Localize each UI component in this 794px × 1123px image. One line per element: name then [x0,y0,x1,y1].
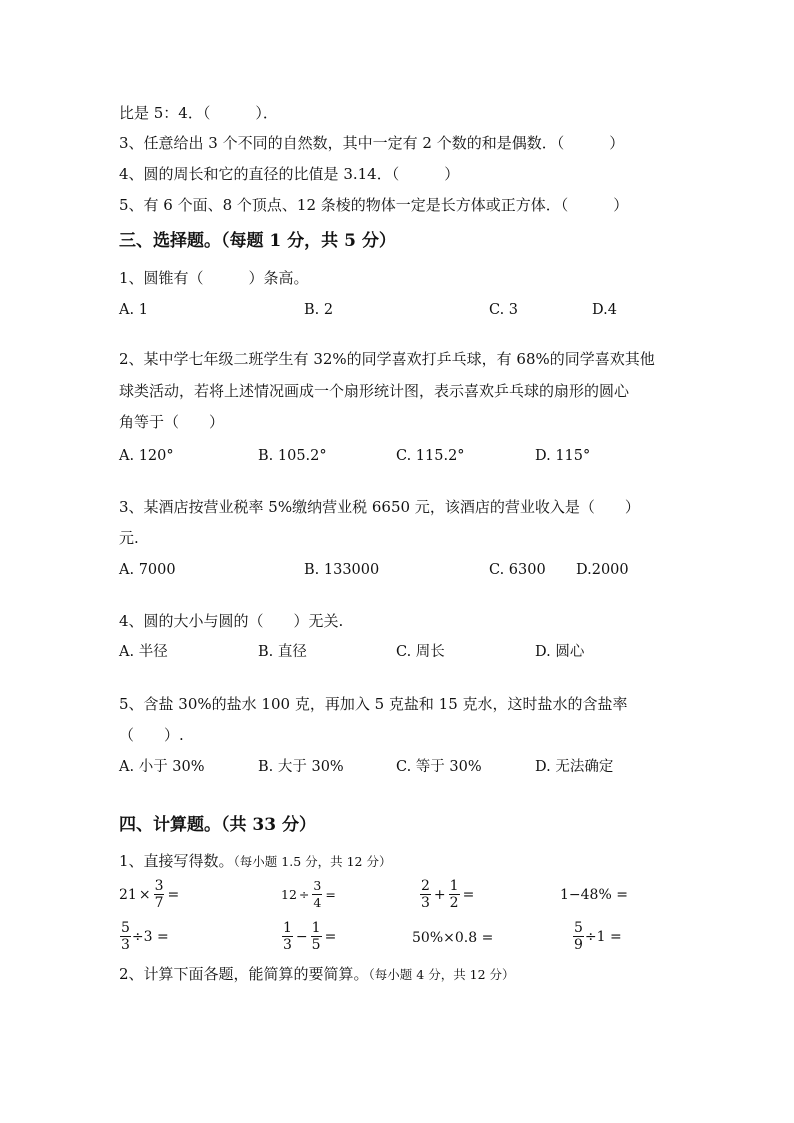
expr-6-num-1: 1 [283,920,292,936]
choice-q4-option-d: D. 圆心 [535,644,585,660]
expr-3-fraction-1 [420,878,431,911]
choice-q4-option-a: A. 半径 [119,644,168,660]
expr-5-fraction [120,920,131,953]
choice-q3-option-c: C. 6300 [489,562,546,578]
choice-q4: 4、圆的大小与圆的（ ）无关. [119,612,344,630]
choice-q5-option-d: D. 无法确定 [535,759,614,775]
expr-6-num-2: 1 [311,920,321,936]
choice-q5-line-2: （ ）. [119,726,184,744]
expr-3-eq: = [462,886,475,903]
judge-item-4: 4、圆的周长和它的直径的比值是 3.14．（ ） [119,165,460,183]
calc-part-1-title: 1、直接写得数。 [119,852,234,870]
expr-1-eq: = [167,886,180,903]
expr-6-fraction-2 [311,920,322,953]
section-title-choice: 三、选择题。（每题 1 分，共 5 分） [119,231,396,251]
expr-6-op: − [295,928,308,945]
expr-3 [419,878,476,911]
choice-q1-option-b: B. 2 [304,302,334,318]
choice-q2-option-b: B. 105.2° [258,448,327,464]
choice-q2-line-2: 球类活动，若将上述情况画成一个扇形统计图，表示喜欢乒乓球的扇形的圆心 [119,382,630,400]
expr-4: 1−48% = [560,887,628,903]
expr-8-rest: ÷1 = [584,928,622,945]
expr-5-den: 3 [121,937,130,953]
choice-q2-line-1: 2、某中学七年级二班学生有 32%的同学喜欢打乒乓球，有 68%的同学喜欢其他 [119,350,655,368]
choice-q2-option-d: D. 115° [535,448,591,464]
expr-3-den-1: 3 [421,895,430,911]
choice-q1: 1、圆锥有（ ）条高。 [119,269,309,287]
expr-6-fraction-1 [282,920,293,953]
choice-q2-line-3: 角等于（ ） [119,413,225,431]
choice-q2-option-a: A. 120° [119,448,174,464]
expr-2-den: 4 [313,895,322,910]
choice-q5-option-a: A. 小于 30% [119,759,205,775]
judge-item-3: 3、任意给出 3 个不同的自然数，其中一定有 2 个数的和是偶数．（ ） [119,134,625,152]
expr-3-num-1: 2 [421,878,430,894]
expr-6-den-1: 3 [283,937,292,953]
expr-2-fraction [312,878,322,911]
choice-q1-option-a: A. 1 [119,302,148,318]
choice-q3-option-a: A. 7000 [119,562,176,578]
choice-q3-option-d: D.2000 [576,562,629,578]
calc-part-2-note: （每小题 4 分，共 12 分） [368,967,515,982]
expr-2-eq: = [325,887,336,902]
calc-part-2-title: 2、计算下面各题，能简算的要简算。 [119,965,369,983]
expr-8 [572,920,622,953]
expr-3-op: + [433,886,446,903]
expr-2 [281,878,338,911]
choice-q4-option-c: C. 周长 [396,644,445,660]
expr-5-num: 5 [121,920,130,936]
expr-5 [119,920,169,953]
expr-3-num-2: 1 [449,878,459,894]
expr-7: 50%×0.8 = [412,930,494,946]
choice-q3-line-2: 元. [119,529,139,547]
choice-q2-option-c: C. 115.2° [396,448,465,464]
choice-q5-option-c: C. 等于 30% [396,759,482,775]
judge-line-1: 比是 5：4．（ ）． [119,104,278,122]
expr-3-fraction-2 [449,878,460,911]
expr-1-op: × [138,886,151,903]
choice-q3-option-b: B. 133000 [304,562,380,578]
expr-1-num: 3 [154,878,164,894]
expr-8-den: 9 [574,937,583,953]
expr-2-op: ÷ [298,887,310,902]
expr-8-num: 5 [574,920,583,936]
choice-q5-line-1: 5、含盐 30%的盐水 100 克，再加入 5 克盐和 15 克水，这时盐水的含盐率 [119,695,628,713]
choice-q3-line-1: 3、某酒店按营业税率 5%缴纳营业税 6650 元，该酒店的营业收入是（ ） [119,498,640,516]
expr-1-den: 7 [154,895,164,911]
expr-5-rest: ÷3 = [131,928,169,945]
calc-part-2 [119,964,515,985]
expr-1-fraction [154,878,165,911]
calc-part-1 [119,851,391,872]
expr-1-whole: 21 [119,886,137,903]
expr-8-fraction [573,920,584,953]
expr-2-whole: 12 [281,887,297,902]
expr-6-eq: = [324,928,337,945]
expr-1 [119,878,181,911]
calc-part-1-note: （每小题 1.5 分，共 12 分） [233,854,392,869]
expr-6-den-2: 5 [311,937,321,953]
choice-q1-option-d: D.4 [592,302,617,318]
choice-q1-option-c: C. 3 [489,302,519,318]
section-title-calc: 四、计算题。（共 33 分） [119,815,316,835]
expr-2-num: 3 [313,878,322,893]
judge-item-5: 5、有 6 个面、8 个顶点、12 条棱的物体一定是长方体或正方体．（ ） [119,196,629,214]
choice-q5-option-b: B. 大于 30% [258,759,344,775]
expr-3-den-2: 2 [449,895,459,911]
choice-q4-option-b: B. 直径 [258,644,307,660]
expr-6 [281,920,338,953]
